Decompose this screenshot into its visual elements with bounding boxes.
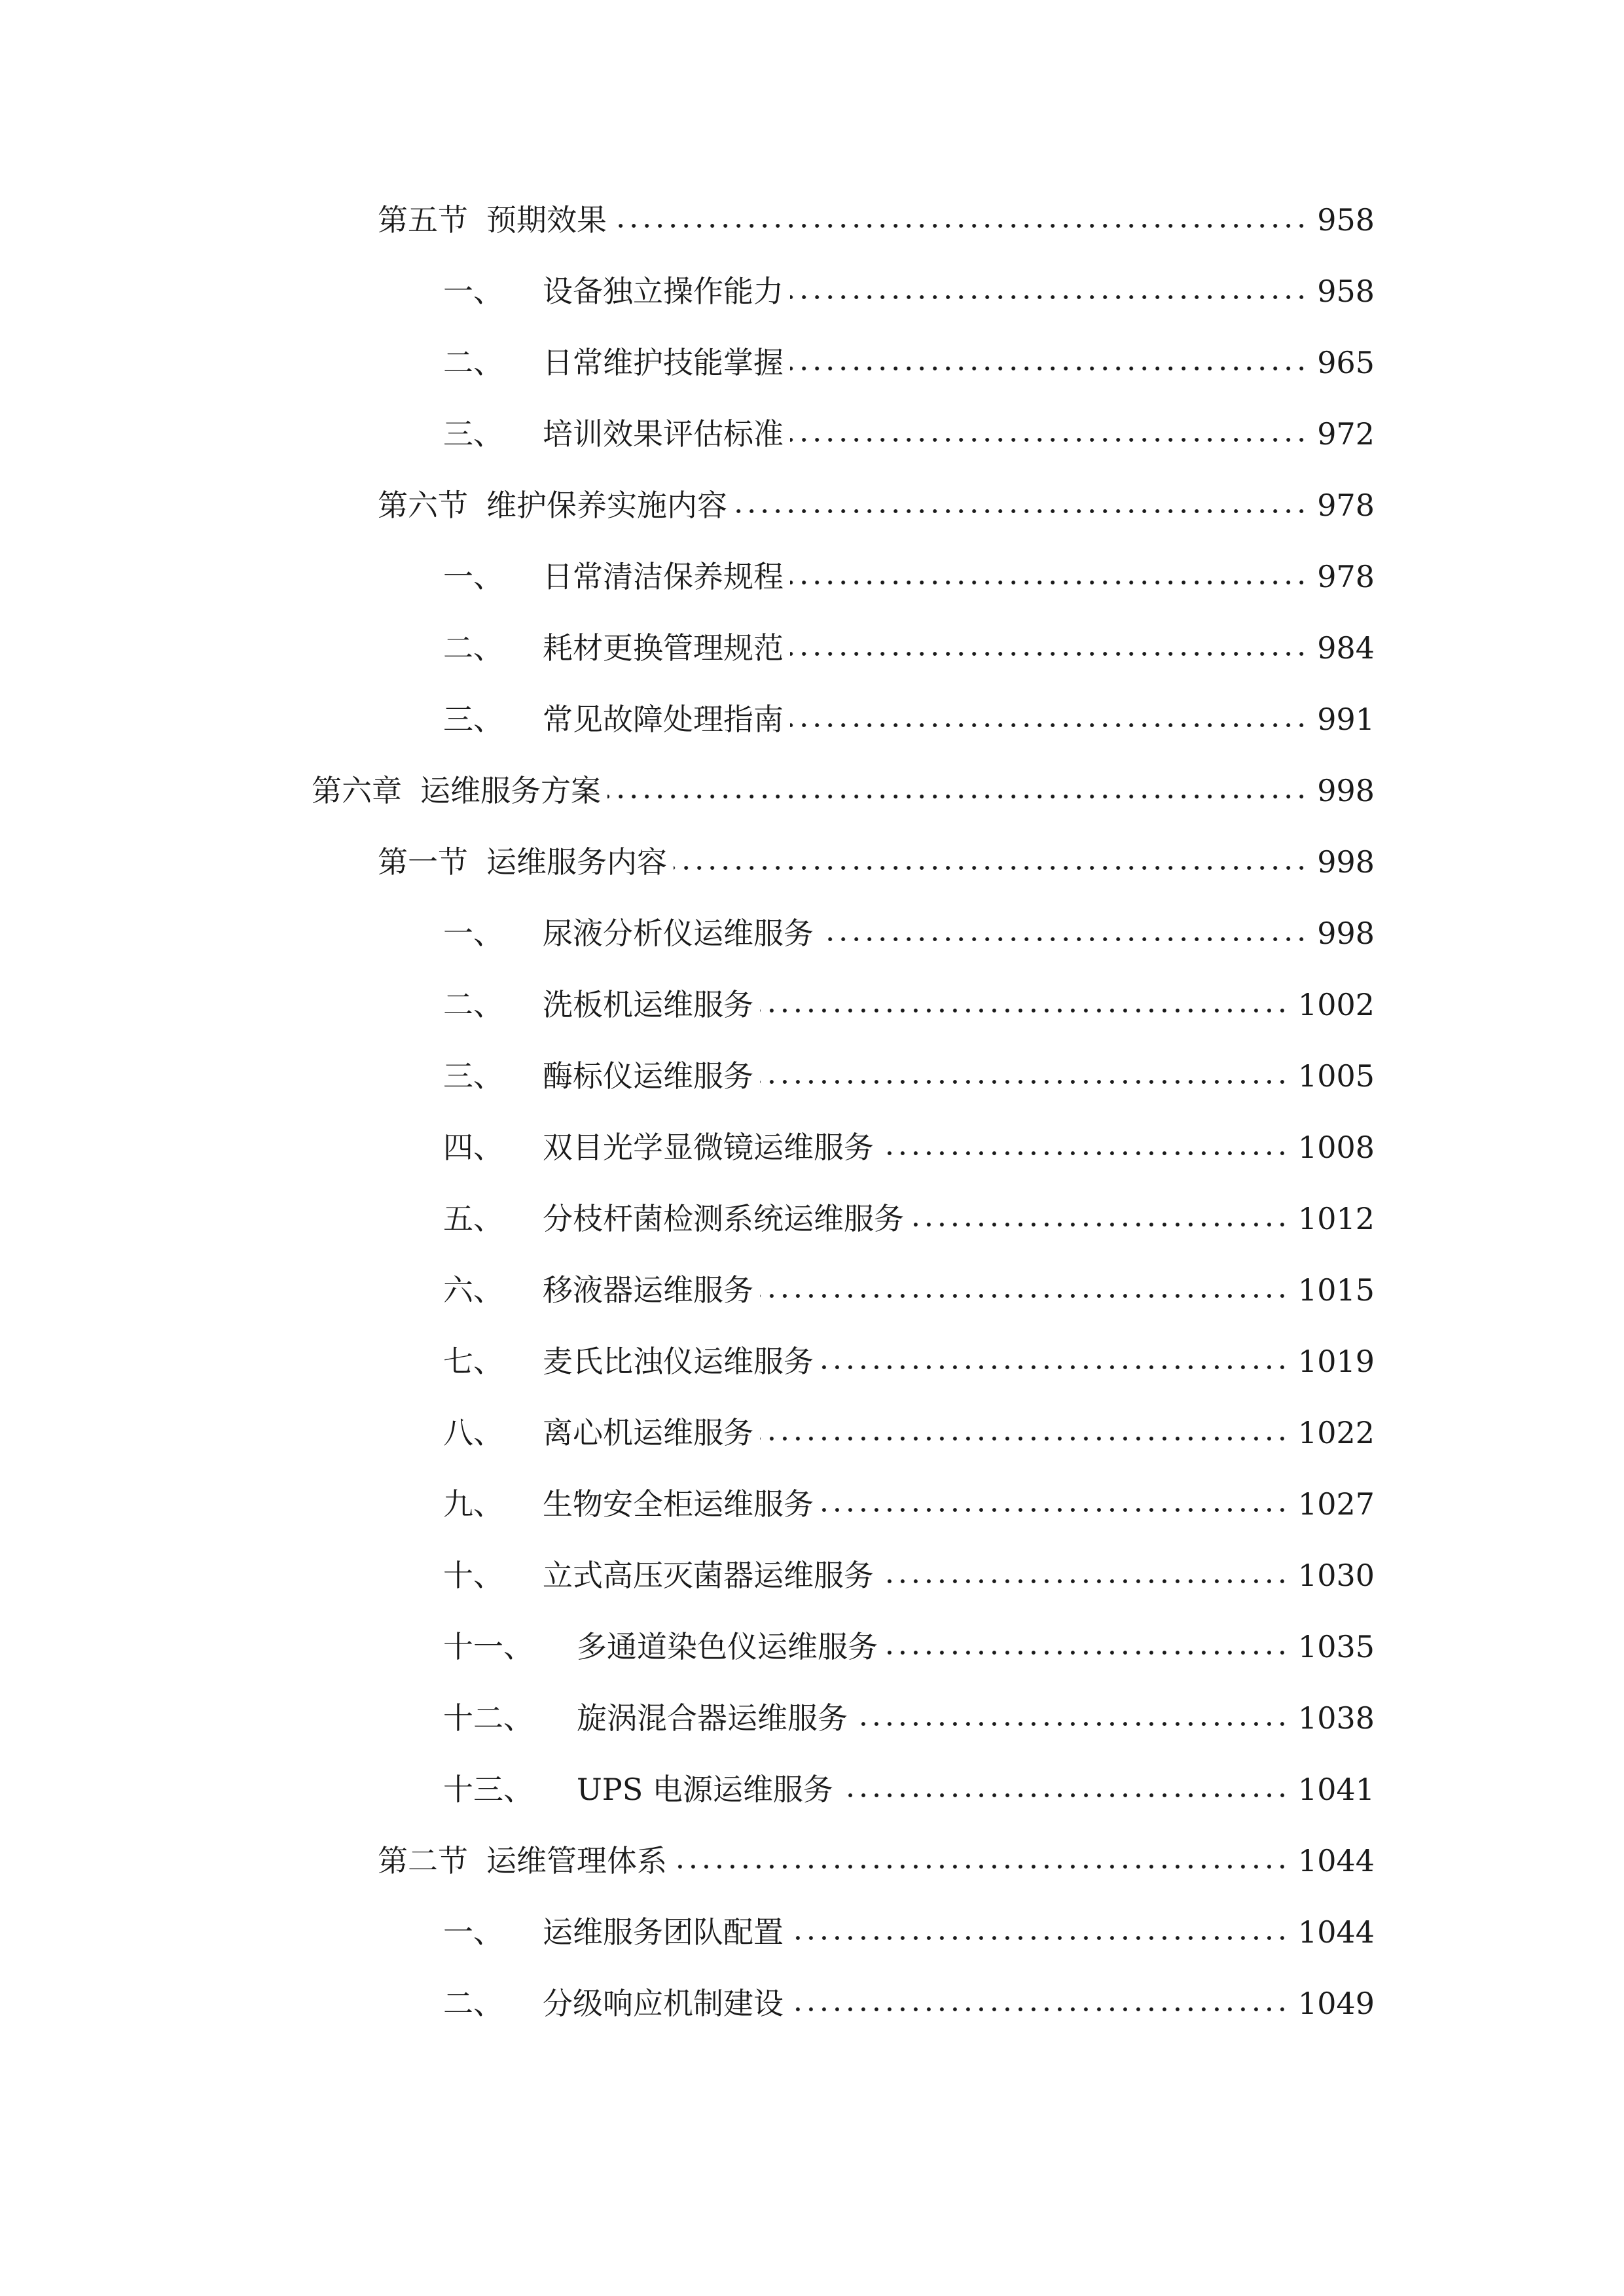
toc-entry-title: 酶标仪运维服务 [543, 1058, 753, 1094]
toc-entry-number: 三、 [443, 702, 503, 737]
toc-entry-item[interactable] [443, 622, 1375, 674]
toc-entry-number: 十二、 [443, 1700, 533, 1736]
toc-entry-item[interactable] [443, 1478, 1375, 1530]
toc-entry-page: 1005 [1297, 1058, 1375, 1094]
dot-leader [613, 219, 1308, 232]
toc-entry-item[interactable] [443, 336, 1375, 389]
toc-entry-section-1[interactable] [378, 836, 1375, 888]
dot-leader [790, 2003, 1289, 2016]
toc-entry-item[interactable] [443, 1193, 1375, 1245]
toc-entry-title: 多通道染色仪运维服务 [577, 1629, 878, 1664]
toc-entry-page: 1038 [1297, 1700, 1375, 1736]
toc-entry-title: 旋涡混合器运维服务 [577, 1700, 848, 1736]
dot-leader [790, 362, 1308, 375]
dot-leader [790, 576, 1308, 589]
toc-entry-item[interactable] [443, 1692, 1375, 1744]
toc-entry-page: 978 [1317, 488, 1375, 523]
toc-entry-title: 常见故障处理指南 [543, 702, 784, 737]
toc-entry-title: 运维服务团队配置 [543, 1914, 784, 1950]
toc-entry-item[interactable] [443, 1121, 1375, 1174]
toc-entry-item[interactable] [443, 265, 1375, 317]
toc-entry-number: 四、 [443, 1130, 503, 1165]
toc-entry-number: 二、 [443, 630, 503, 666]
toc-entry-page: 1008 [1297, 1130, 1375, 1165]
toc-entry-page: 1030 [1297, 1558, 1375, 1593]
toc-entry-number: 二、 [443, 987, 503, 1022]
toc-entry-title: 运维服务方案 [420, 773, 601, 808]
toc-entry-section-5[interactable] [378, 194, 1375, 246]
toc-entry-page: 972 [1317, 416, 1375, 452]
toc-entry-number: 十三、 [443, 1772, 533, 1807]
dot-leader [674, 1860, 1289, 1873]
toc-entry-title: 移液器运维服务 [543, 1272, 753, 1308]
toc-entry-item[interactable] [443, 1977, 1375, 2030]
toc-entry-page: 998 [1317, 844, 1375, 880]
toc-entry-title: 运维服务内容 [486, 844, 667, 880]
dot-leader [880, 1575, 1289, 1588]
toc-entry-title: 洗板机运维服务 [543, 987, 753, 1022]
dot-leader [854, 1717, 1289, 1731]
toc-entry-title: 日常清洁保养规程 [543, 559, 784, 594]
dot-leader [760, 1004, 1289, 1017]
toc-entry-title: 尿液分析仪运维服务 [543, 916, 814, 951]
toc-entry-title: 生物安全柜运维服务 [543, 1486, 814, 1522]
toc-entry-item[interactable] [443, 1335, 1375, 1388]
toc-entry-item[interactable] [443, 1763, 1375, 1816]
toc-entry-page: 958 [1317, 274, 1375, 309]
toc-entry-number: 第六节 [378, 488, 468, 523]
toc-entry-title: 预期效果 [486, 202, 607, 238]
toc-entry-page: 998 [1317, 916, 1375, 951]
toc-entry-page: 1019 [1297, 1344, 1375, 1379]
toc-entry-page: 1027 [1297, 1486, 1375, 1522]
toc-entry-page: 978 [1317, 559, 1375, 594]
toc-entry-section-2[interactable] [378, 1835, 1375, 1887]
toc-entry-title: 维护保养实施内容 [486, 488, 727, 523]
toc-entry-item[interactable] [443, 1050, 1375, 1102]
toc-entry-number: 二、 [443, 1986, 503, 2021]
toc-entry-page: 1035 [1297, 1629, 1375, 1664]
dot-leader [760, 1289, 1289, 1302]
toc-entry-title: 分级响应机制建设 [543, 1986, 784, 2021]
dot-leader [674, 861, 1308, 874]
dot-leader [790, 1931, 1289, 1945]
dot-leader [840, 1789, 1289, 1802]
toc-entry-number: 十一、 [443, 1629, 533, 1664]
toc-entry-item[interactable] [443, 1906, 1375, 1958]
toc-entry-title: 日常维护技能掌握 [543, 345, 784, 380]
toc-entry-item[interactable] [443, 693, 1375, 745]
toc-entry-number: 第二节 [378, 1843, 468, 1878]
toc-entry-number: 一、 [443, 274, 503, 309]
toc-entry-title: 立式高压灭菌器运维服务 [543, 1558, 874, 1593]
toc-entry-item[interactable] [443, 1621, 1375, 1673]
toc-entry-section-6[interactable] [378, 479, 1375, 531]
toc-entry-page: 1041 [1297, 1772, 1375, 1807]
toc-entry-title: 麦氏比浊仪运维服务 [543, 1344, 814, 1379]
toc-entry-page: 958 [1317, 202, 1375, 238]
dot-leader [734, 505, 1308, 518]
dot-leader [790, 719, 1308, 732]
toc-entry-page: 965 [1317, 345, 1375, 380]
toc-entry-page: 1015 [1297, 1272, 1375, 1308]
toc-entry-item[interactable] [443, 550, 1375, 603]
dot-leader [790, 647, 1308, 660]
toc-entry-number: 三、 [443, 416, 503, 452]
dot-leader [820, 933, 1308, 946]
toc-entry-number: 第五节 [378, 202, 468, 238]
toc-entry-number: 第一节 [378, 844, 468, 880]
toc-entry-title: UPS 电源运维服务 [577, 1772, 833, 1807]
toc-entry-number: 一、 [443, 559, 503, 594]
dot-leader [884, 1646, 1289, 1659]
dot-leader [790, 291, 1308, 304]
toc-entry-number: 六、 [443, 1272, 503, 1308]
dot-leader [820, 1503, 1289, 1516]
toc-entry-title: 双目光学显微镜运维服务 [543, 1130, 874, 1165]
toc-entry-number: 七、 [443, 1344, 503, 1379]
toc-entry-number: 二、 [443, 345, 503, 380]
toc-entry-title: 设备独立操作能力 [543, 274, 784, 309]
toc-entry-page: 1002 [1297, 987, 1375, 1022]
toc-entry-title: 分枝杆菌检测系统运维服务 [543, 1201, 904, 1236]
dot-leader [820, 1361, 1289, 1374]
dot-leader [790, 433, 1308, 446]
toc-entry-item[interactable] [443, 907, 1375, 960]
toc-entry-page: 1049 [1297, 1986, 1375, 2021]
toc-entry-item[interactable] [443, 1549, 1375, 1602]
toc-entry-number: 一、 [443, 916, 503, 951]
toc-entry-title: 离心机运维服务 [543, 1415, 753, 1450]
toc-entry-number: 第六章 [312, 773, 402, 808]
toc-entry-number: 九、 [443, 1486, 503, 1522]
toc-entry-page: 991 [1317, 702, 1375, 737]
toc-entry-page: 1012 [1297, 1201, 1375, 1236]
toc-entry-chapter-6[interactable] [312, 764, 1375, 817]
toc-entry-page: 1044 [1297, 1914, 1375, 1950]
toc-entry-number: 十、 [443, 1558, 503, 1593]
dot-leader [760, 1432, 1289, 1445]
toc-entry-title: 培训效果评估标准 [543, 416, 784, 452]
dot-leader [911, 1218, 1289, 1231]
toc-entry-title: 耗材更换管理规范 [543, 630, 784, 666]
dot-leader [880, 1147, 1289, 1160]
toc-entry-page: 1022 [1297, 1415, 1375, 1450]
toc-entry-page: 1044 [1297, 1843, 1375, 1878]
toc-entry-title: 运维管理体系 [486, 1843, 667, 1878]
toc-entry-number: 八、 [443, 1415, 503, 1450]
dot-leader [607, 790, 1308, 803]
dot-leader [760, 1075, 1289, 1088]
toc-entry-number: 五、 [443, 1201, 503, 1236]
toc-entry-number: 三、 [443, 1058, 503, 1094]
toc-entry-item[interactable] [443, 408, 1375, 460]
toc-entry-item[interactable] [443, 978, 1375, 1031]
toc-entry-item[interactable] [443, 1264, 1375, 1316]
toc-entry-item[interactable] [443, 1407, 1375, 1459]
toc-entry-number: 一、 [443, 1914, 503, 1950]
toc-entry-page: 984 [1317, 630, 1375, 666]
toc-entry-page: 998 [1317, 773, 1375, 808]
